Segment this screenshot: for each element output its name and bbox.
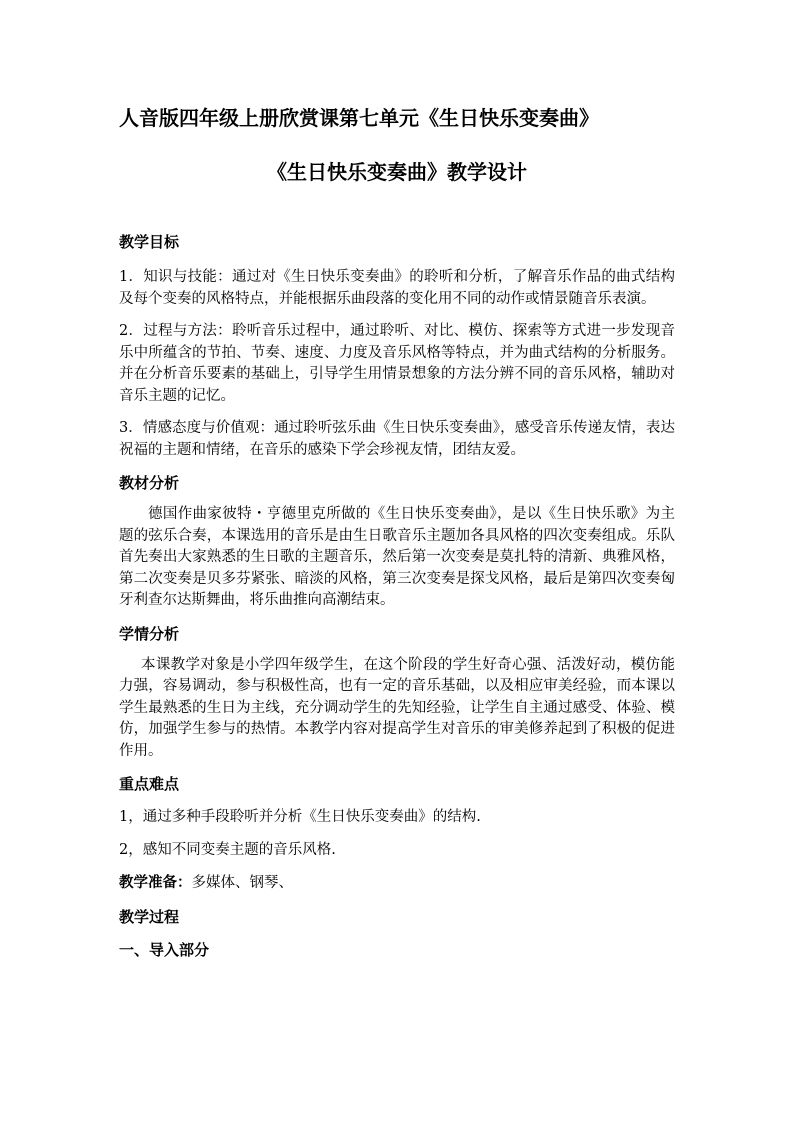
section-heading-objectives: 教学目标 <box>119 233 180 251</box>
key-point-item-2: 2，感知不同变奏主题的音乐风格. <box>119 841 336 858</box>
section-heading-material: 教材分析 <box>119 474 180 492</box>
preparation-label: 教学准备： <box>119 874 192 891</box>
section-heading-process: 教学过程 <box>119 907 180 926</box>
preparation-value: 多媒体、钢琴、 <box>191 875 293 891</box>
objective-item-1: 1．知识与技能：通过对《生日快乐变奏曲》的聆听和分析，了解音乐作品的曲式结构及每个变奏的风格特点，并能根据乐曲段落的变化用不同的动作或情景随音乐表演。 <box>119 269 675 307</box>
student-analysis-text: 本课教学对象是小学四年级学生，在这个阶段的学生好奇心强、活泼好动，模仿能力强，容易调动，参与积极性高，也有一定的音乐基础，以及相应审美经验，而本课以学生最熟悉的生日为主线，充分调动学生的先知经验，让学生自主通过感受、体验、模仿，加强学生参与的热情。本教学内容对提高学生对音乐的审美修养起到了积极的促进作用。 <box>119 656 675 759</box>
document-body <box>119 104 675 961</box>
process-subheading-intro: 一、导入部分 <box>119 940 210 959</box>
section-heading-students: 学情分析 <box>119 624 180 643</box>
objective-item-3: 3．情感态度与价值观：通过聆听弦乐曲《生日快乐变奏曲》，感受音乐传递友情，表达祝福的主题和情绪，在音乐的感染下学会珍视友情，团结友爱。 <box>119 420 675 458</box>
key-point-item-1: 1，通过多种手段聆听并分析《生日快乐变奏曲》的结构. <box>119 809 481 825</box>
section-heading-key-points: 重点难点 <box>119 775 180 793</box>
preparation-line <box>119 872 675 895</box>
document-subtitle: 《生日快乐变奏曲》教学设计 <box>267 160 527 184</box>
material-analysis-text: 德国作曲家彼特・亨德里克所做的《生日快乐变奏曲》，是以《生日快乐歌》为主题的弦乐合奏，本课选用的音乐是由生日歌音乐主题加各具风格的四次变奏组成。乐队首先奏出大家熟悉的生日歌的主题音乐，然后第一次变奏是莫扎特的清新、典雅风格，第二次变奏是贝多芬紧张、暗淡的风格，第三次变奏是探戈风格，最后是第四次变奏匈牙利查尔达斯舞曲，将乐曲推向高潮结束。 <box>119 506 675 608</box>
objective-item-2: 2．过程与方法：聆听音乐过程中，通过聆听、对比、模仿、探索等方式进一步发现音乐中所蕴含的节拍、节奏、速度、力度及音乐风格等特点，并为曲式结构的分析服务。并在分析音乐要素的基础上，引导学生用情景想象的方法分辨不同的音乐风格，辅助对音乐主题的记忆。 <box>119 323 675 404</box>
document-title: 人音版四年级上册欣赏课第七单元《生日快乐变奏曲》 <box>119 106 599 130</box>
